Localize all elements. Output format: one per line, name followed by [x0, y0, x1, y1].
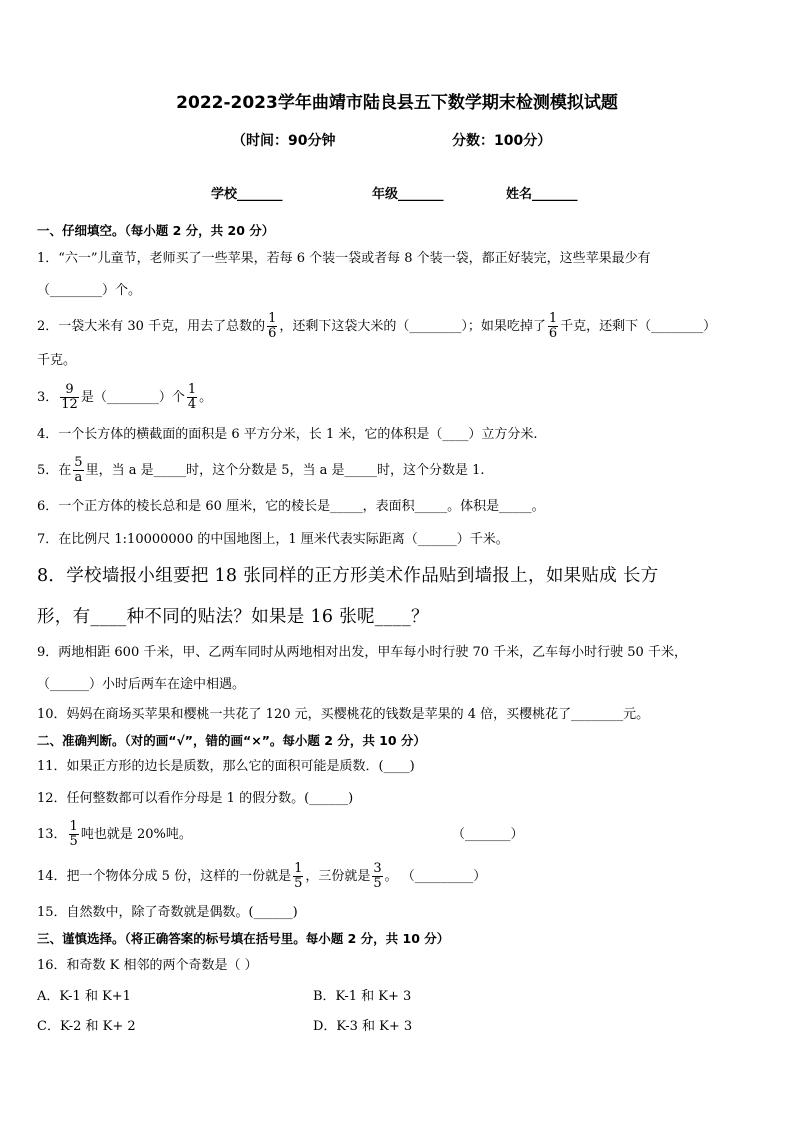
fraction-numerator: 9: [60, 383, 79, 398]
exam-time: （时间：90分钟: [232, 133, 336, 149]
fraction-five-over-a: [73, 456, 83, 485]
fraction-denominator: 5: [294, 876, 303, 891]
question-14: [37, 862, 486, 892]
fraction-denominator: a: [74, 470, 83, 485]
fraction-nine-twelfths: [60, 383, 79, 412]
question-10: 10．妈妈在商场买苹果和樱桃一共花了 120 元，买樱桃花的钱数是苹果的 4 倍，买樱桃花了________元。: [37, 707, 650, 722]
fraction-numerator: 1: [187, 382, 197, 397]
question-13-answer-blank: （_______）: [452, 827, 524, 842]
question-6: 6．一个正方体的棱长总和是 60 厘米，它的棱长是_____，表面积_____。体积是_____。: [37, 499, 545, 514]
q3-text-c: 。: [199, 390, 213, 405]
question-1-line-2: （________）个。: [37, 283, 142, 298]
fraction-numerator: 1: [268, 311, 277, 326]
question-2-line-2: 千克。: [37, 353, 77, 368]
fraction-numerator: 1: [69, 819, 78, 834]
fraction-denominator: 6: [548, 326, 558, 341]
q14-text-c: 。 （_________）: [384, 869, 487, 884]
question-11: 11．如果正方形的边长是质数，那么它的面积可能是质数．(____): [37, 759, 415, 774]
fraction-denominator: 5: [373, 876, 382, 891]
fraction-denominator: 4: [187, 397, 197, 412]
option-b: B．K-1 和 K+ 3: [313, 989, 412, 1004]
question-2-line-1: [37, 312, 716, 342]
exam-score: 分数：100分）: [452, 133, 552, 149]
question-12: 12．任何整数都可以看作分母是 1 的假分数。(______): [37, 791, 354, 806]
section-3-heading: 三、谨慎选择。（将正确答案的标号填在括号里。每小题 2 分，共 10 分）: [37, 931, 450, 946]
question-9-line-2: （______）小时后两车在途中相遇。: [37, 677, 246, 692]
option-c: C．K-2 和 K+ 2: [37, 1019, 136, 1034]
fraction-numerator: 1: [294, 861, 303, 876]
question-1-line-1: 1．“六一”儿童节，老师买了一些苹果，若每 6 个装一袋或者每 8 个装一袋，都正好装完，这些苹果最少有: [37, 251, 651, 266]
fraction-denominator: 12: [61, 397, 78, 412]
question-13: [37, 820, 192, 850]
section-2-heading: 二、准确判断。（对的画“√”，错的画“×”。每小题 2 分，共 10 分）: [37, 733, 426, 748]
question-8-line-1: 8．学校墙报小组要把 18 张同样的正方形美术作品贴到墙报上，如果贴成 长方: [37, 566, 659, 586]
q5-text-a: 5．在: [37, 463, 72, 478]
school-field: 学校_______: [211, 187, 283, 202]
option-d: D．K-3 和 K+ 3: [313, 1019, 413, 1034]
fraction-one-quarter: [187, 383, 197, 412]
question-9-line-1: 9．两地相距 600 千米，甲、乙两车同时从两地相对出发，甲车每小时行驶 70 千米，乙车每小时行驶 50 千米，: [37, 645, 687, 660]
q5-text-b: 里，当 a 是_____时，这个分数是 5，当 a 是_____时，这个分数是 1.: [85, 463, 485, 478]
question-3: [37, 383, 212, 413]
q14-text-b: ，三份就是: [305, 869, 371, 884]
fraction-one-sixth-2: [548, 312, 558, 341]
question-4: 4．一个长方体的横截面的面积是 6 平方分米，长 1 米，它的体积是（____）立方分米.: [37, 427, 538, 442]
q13-text-b: 吨也就是 20%吨。: [80, 827, 192, 842]
fraction-one-fifth-2: [293, 862, 303, 891]
section-1-heading: 一、仔细填空。（每小题 2 分，共 20 分）: [37, 223, 275, 238]
question-7: 7．在比例尺 1:10000000 的中国地图上，1 厘米代表实际距离（______）千米。: [37, 532, 509, 547]
fraction-denominator: 6: [268, 326, 277, 341]
question-15: 15．自然数中，除了奇数就是偶数。(______): [37, 905, 298, 920]
fraction-numerator: 5: [74, 455, 83, 470]
question-5: [37, 456, 485, 486]
fraction-three-fifths: [372, 862, 382, 891]
fraction-one-sixth: [267, 312, 277, 341]
q13-text-a: 13．: [37, 827, 67, 842]
fraction-numerator: 1: [548, 311, 558, 326]
fraction-denominator: 5: [69, 834, 78, 849]
grade-field: 年级_______: [372, 187, 444, 202]
q2-text-c: 千克，还剩下（________）: [560, 319, 717, 334]
name-field: 姓名_______: [506, 187, 578, 202]
q3-text-a: 3．: [37, 390, 59, 405]
q3-text-b: 是（________）个: [80, 390, 185, 405]
page-title: 2022-2023学年曲靖市陆良县五下数学期末检测模拟试题: [176, 93, 618, 113]
fraction-numerator: 3: [373, 861, 382, 876]
question-16: 16．和奇数 K 相邻的两个奇数是（ ）: [37, 958, 258, 973]
q2-text-a: 2．一袋大米有 30 千克，用去了总数的: [37, 319, 266, 334]
option-a: A．K-1 和 K+1: [37, 989, 131, 1004]
q14-text-a: 14．把一个物体分成 5 份，这样的一份就是: [37, 869, 292, 884]
fraction-one-fifth: [69, 820, 79, 849]
question-8-line-2: 形，有____种不同的贴法？如果是 16 张呢____？: [37, 607, 429, 627]
q2-text-b: ，还剩下这袋大米的（________）；如果吃掉了: [279, 319, 546, 334]
